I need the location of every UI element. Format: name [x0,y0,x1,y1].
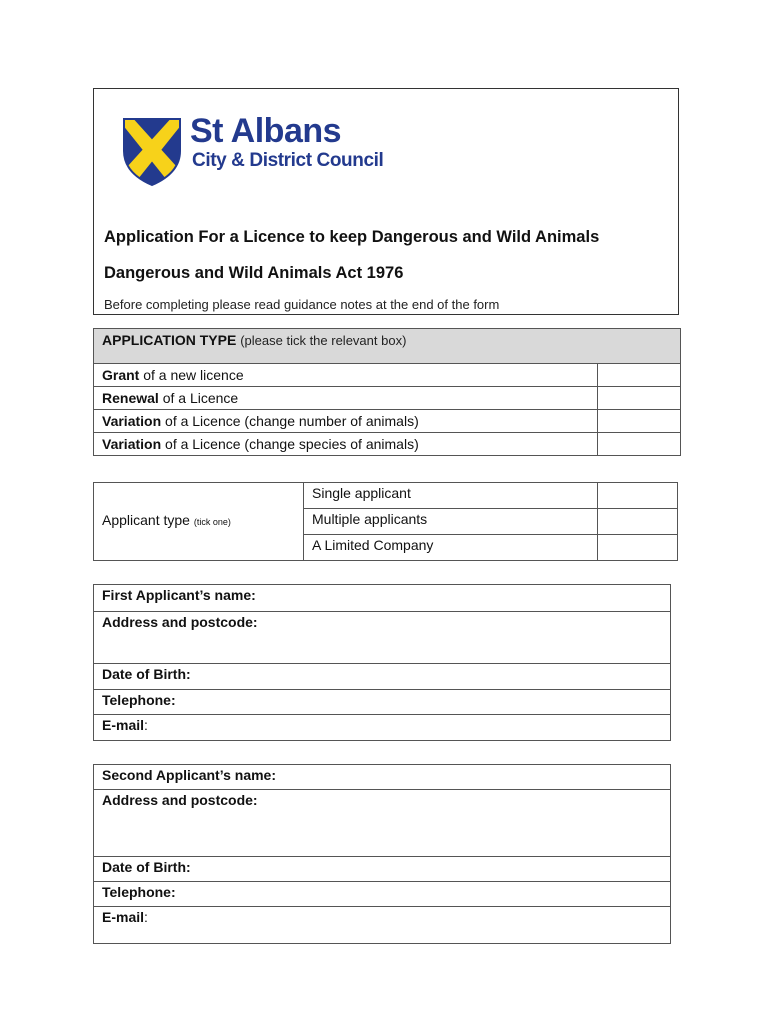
application-type-header [94,329,681,364]
applicant-type-note: (tick one) [193,517,231,527]
second-applicant-email-field[interactable] [94,907,671,944]
second-applicant-telephone-field[interactable] [94,882,671,907]
council-crest-logo [122,117,182,187]
application-option-row [94,387,681,410]
first-applicant-dob-label: Date of Birth: [102,666,191,682]
application-type-heading: APPLICATION TYPE [102,332,237,348]
first-applicant-email-field[interactable] [94,715,671,741]
form-header [93,88,679,315]
first-applicant-telephone-field[interactable] [94,690,671,715]
option-text: of a Licence [158,390,239,406]
application-option-row [94,410,681,433]
second-applicant-name-field[interactable] [94,765,671,790]
application-option-label [94,410,598,433]
applicant-type-table [93,482,678,561]
renewal-tick-box[interactable] [598,387,681,410]
first-applicant-table [93,584,671,741]
application-type-header-row [94,329,681,364]
second-applicant-address-field[interactable] [94,790,671,857]
second-applicant-name-label: Second Applicant’s name: [102,767,276,783]
option-keyword: Variation [102,436,162,452]
guidance-note: Before completing please read guidance notes at the end of the form [104,297,500,312]
first-applicant-email-label: E-mail [102,717,145,733]
application-option-row [94,364,681,387]
applicant-type-label-cell [94,483,304,561]
second-applicant-dob-field[interactable] [94,857,671,882]
variation-number-tick-box[interactable] [598,410,681,433]
email-colon: : [144,909,148,925]
second-applicant-table [93,764,671,944]
option-keyword: Variation [102,413,162,429]
application-option-label [94,433,598,456]
first-applicant-telephone-label: Telephone: [102,692,176,708]
form-title: Application For a Licence to keep Dangerous and Wild Animals [104,228,600,246]
grant-tick-box[interactable] [598,364,681,387]
multiple-applicants-tick-box[interactable] [598,509,678,535]
single-applicant-label: Single applicant [304,483,598,509]
first-applicant-name-label: First Applicant’s name: [102,587,256,603]
application-type-table [93,328,681,456]
multiple-applicants-label: Multiple applicants [304,509,598,535]
option-keyword: Renewal [102,390,159,406]
option-text: of a Licence (change number of animals) [161,413,419,429]
second-applicant-telephone-label: Telephone: [102,884,176,900]
first-applicant-dob-field[interactable] [94,664,671,690]
option-keyword: Grant [102,367,140,383]
limited-company-label: A Limited Company [304,535,598,561]
logo-wordmark-line1: St Albans [190,112,342,150]
first-applicant-address-label: Address and postcode: [102,614,258,630]
variation-species-tick-box[interactable] [598,433,681,456]
application-option-label [94,387,598,410]
applicant-type-label: Applicant type [102,512,190,528]
option-text: of a new licence [139,367,244,383]
first-applicant-address-field[interactable] [94,612,671,664]
application-type-heading-note: (please tick the relevant box) [240,333,407,348]
email-colon: : [144,717,148,733]
single-applicant-tick-box[interactable] [598,483,678,509]
second-applicant-address-label: Address and postcode: [102,792,258,808]
application-option-row [94,433,681,456]
application-option-label [94,364,598,387]
first-applicant-name-field[interactable] [94,585,671,612]
applicant-type-row [94,483,678,509]
act-title: Dangerous and Wild Animals Act 1976 [104,264,404,282]
logo-wordmark-line2: City & District Council [192,150,384,171]
option-text: of a Licence (change species of animals) [161,436,419,452]
limited-company-tick-box[interactable] [598,535,678,561]
second-applicant-email-label: E-mail [102,909,145,925]
second-applicant-dob-label: Date of Birth: [102,859,191,875]
